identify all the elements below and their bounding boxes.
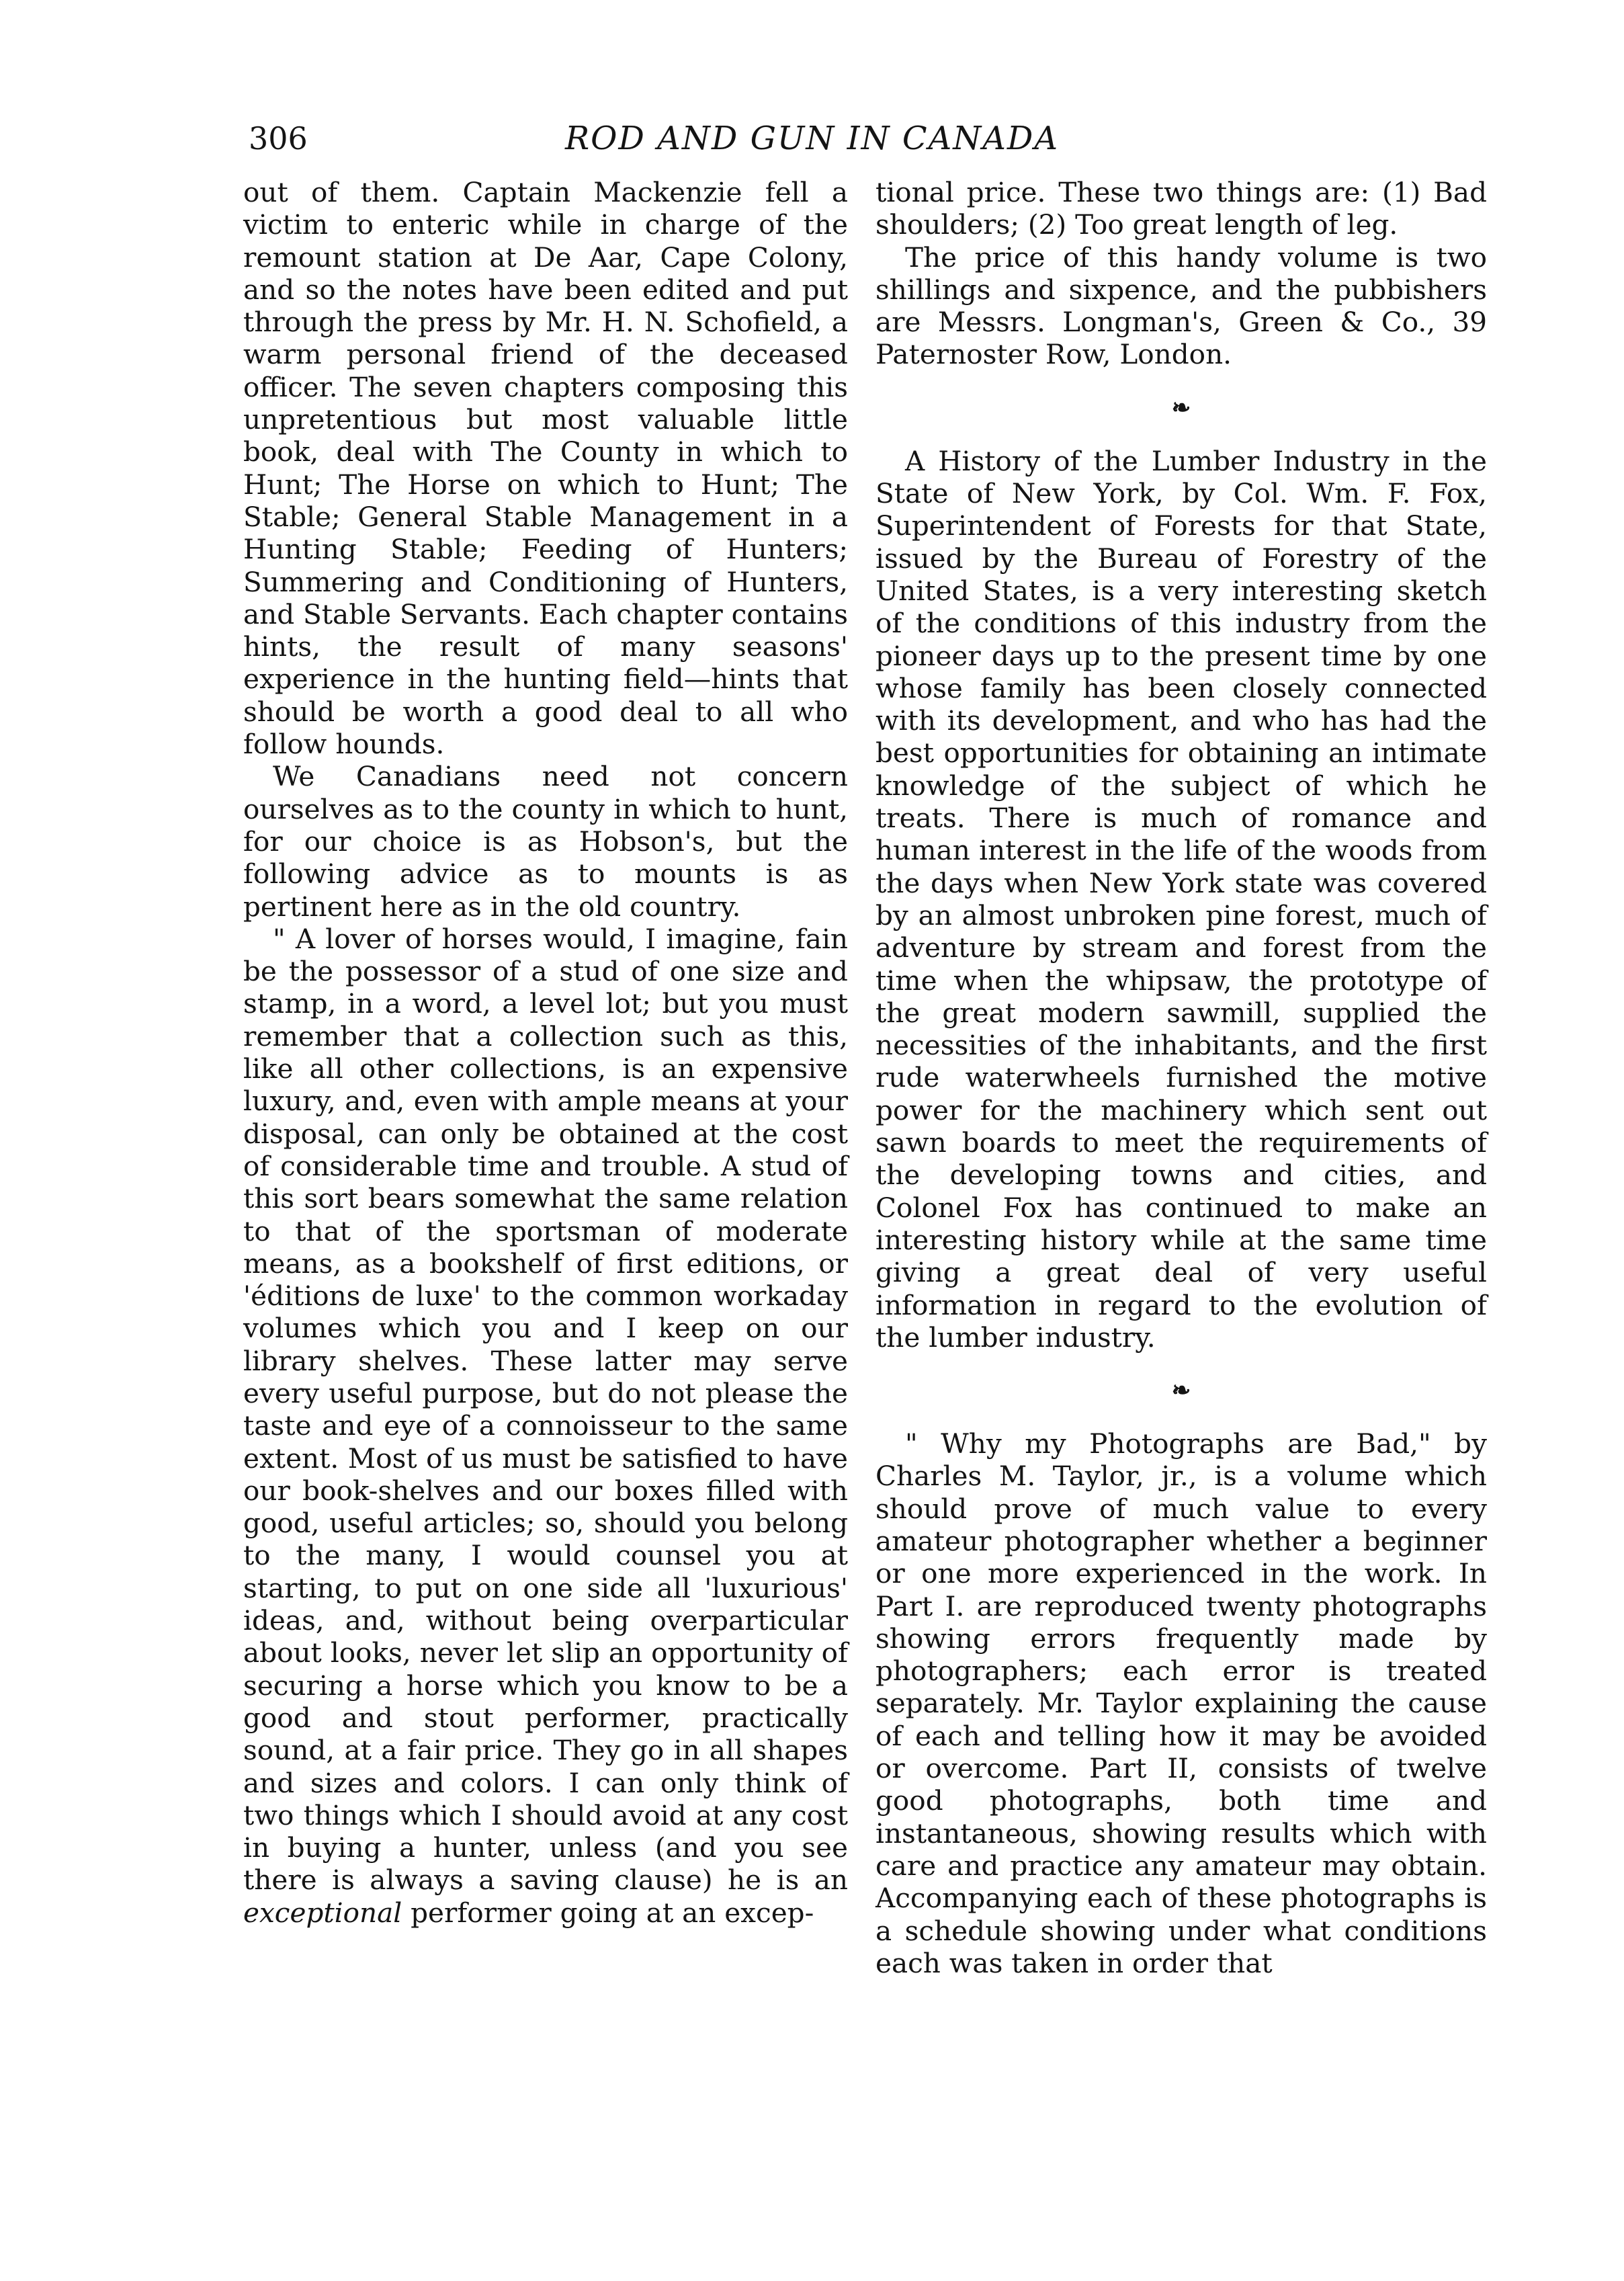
italic-word: exceptional [243,1896,402,1929]
running-title: ROD AND GUN IN CANADA [564,120,1060,157]
paragraph-lover-of-horses [243,923,848,1929]
paragraph-canadians: We Canadians need not concern ourselves as to the county in which to hunt, for our choice is as Hobson's, but the following advice as to mounts is as pertinent here as in the old country. [243,760,848,923]
paragraph-bad-shoulders: tional price. These two things are: (1) Bad shoulders; (2) Too great length of leg. [875,176,1487,241]
paragraph-mackenzie-notes: out of them. Captain Mackenzie fell a victim to enteric while in charge of the remount station at De Aar, Cape Colony, and so the notes have been edited and put through the press by Mr. H. N. Schofield, a warm personal friend of the deceased officer. The seven chapters composing this unpretentious but most valuable little book, deal with The County in which to Hunt; The Horse on which to Hunt; The Stable; General Stable Management in a Hunting Stable; Feeding of Hunters; Summering and Conditioning of Hunters, and Stable Servants. Each chapter contains hints, the result of many seasons' experience in the hunting field—hints that should be worth a good deal to all who follow hounds. [243,176,848,761]
quote-text-end: performer going at an excep- [411,1896,814,1929]
fleuron-ornament [875,1372,1487,1407]
paragraph-photographs: " Why my Photographs are Bad," by Charles M. Taylor, jr., is a volume which should prove of much value to every amateur photographer whether a beginner or one more experienced in the work. In Part I. are reproduced twenty photographs showing errors frequently made by photographers; each error is treated separately. Mr. Taylor explaining the cause of each and telling how it may be avoided or overcome. Part II, consists of twelve good photographs, both time and instantaneous, showing results which with care and practice any amateur may obtain. Accompanying each of these photographs is a schedule showing under what conditions each was taken in order that [875,1427,1487,1979]
fleuron-icon: ❧ [1171,1377,1191,1405]
fleuron-ornament [875,390,1487,425]
left-column [243,176,848,1929]
quote-text: " A lover of horses would, I imagine, fain be the possessor of a stud of one size and stamp, in a word, a level lot; but you must remember that a collection such as this, like all other collections, is an expensive luxury, and, even with ample means at your disposal, can only be obtained at the cost of considerable time and trouble. A stud of this sort bears somewhat the same relation to that of the sportsman of moderate means, as a bookshelf of first editions, or 'éditions de luxe' to the common workaday volumes which you and I keep on our library shelves. These latter may serve every useful purpose, but do not please the taste and eye of a connoisseur to the same extent. Most of us must be satisfied to have our book-shelves and our boxes filled with good, useful articles; so, should you belong to the many, I would counsel you at starting, to put on one side all 'luxurious' ideas, and, without being overparticular about looks, never let slip an opportunity of securing a horse which you know to be a good and stout performer, practically sound, at a fair price. They go in all shapes and sizes and colors. I can only think of two things which I should avoid at any cost in buying a hunter, unless (and you see there is always a saving clause) he is an [243,922,848,1897]
paragraph-price: The price of this handy volume is two shillings and sixpence, and the pubbishers are Messrs. Longman's, Green & Co., 39 Paternoster Row, London. [875,241,1487,371]
paragraph-lumber-history: A History of the Lumber Industry in the State of New York, by Col. Wm. F. Fox, Superintendent of Forests for that State, issued by the Bureau of Forestry of the United States, is a very interesting sketch of the conditions of this industry from the pioneer days up to the present time by one whose family has been closely connected with its development, and who has had the best opportunities for obtaining an intimate knowledge of the subject of which he treats. There is much of romance and human interest in the life of the woods from the days when New York state was covered by an almost unbroken pine forest, much of adventure by stream and forest from the time when the whipsaw, the prototype of the great modern sawmill, supplied the necessities of the inhabitants, and the first rude waterwheels furnished the motive power for the machinery which sent out sawn boards to meet the requirements of the developing towns and cities, and Colonel Fox has continued to make an interesting history while at the same time giving a great deal of very useful information in regard to the evolution of the lumber industry. [875,444,1487,1354]
page-number: 306 [249,120,308,157]
right-column [875,176,1487,1979]
fleuron-icon: ❧ [1171,394,1191,421]
